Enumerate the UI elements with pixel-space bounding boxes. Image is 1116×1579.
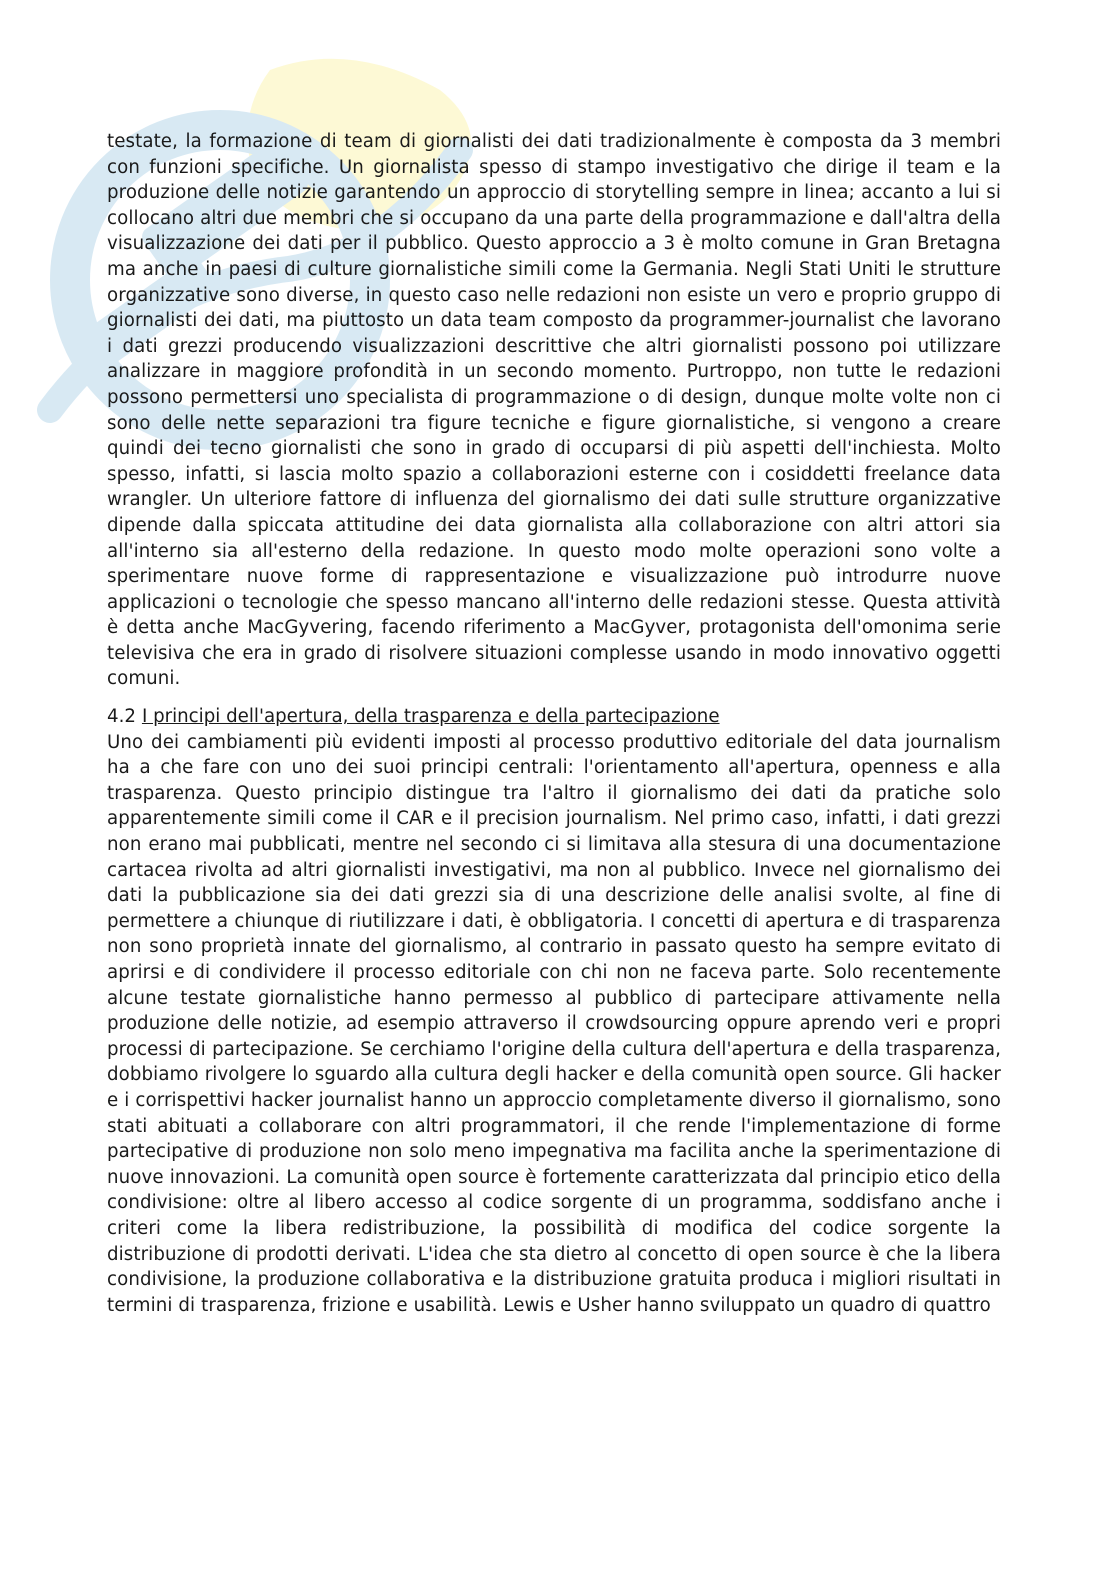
document-page <box>107 129 1001 1318</box>
section-title: I principi dell'apertura, della trasparenza e della partecipazione <box>141 706 720 728</box>
section-heading <box>107 704 1001 730</box>
section-number: 4.2 <box>107 706 136 728</box>
paragraph-organizational-structure: testate, la formazione di team di giornalisti dei dati tradizionalmente è composta da 3 membri con funzioni specifiche. Un giornalista spesso di stampo investigativo che dirige il team e la produzione delle notizie garantendo un approccio di storytelling sempre in linea; accanto a lui si collocano altri due membri che si occupano da una parte della programmazione e dall'altra della visualizzazione dei dati per il pubblico. Questo approccio a 3 è molto comune in Gran Bretagna ma anche in paesi di culture giornalistiche simili come la Germania. Negli Stati Uniti le strutture organizzative sono diverse, in questo caso nelle redazioni non esiste un vero e proprio gruppo di giornalisti dei dati, ma piuttosto un data team composto da programmer-journalist che lavorano i dati grezzi producendo visualizzazioni descrittive che altri giornalisti possono poi utilizzare analizzare in maggiore profondità in un secondo momento. Purtroppo, non tutte le redazioni possono permettersi uno specialista di programmazione o di design, dunque molte volte non ci sono delle nette separazioni tra figure tecniche e figure giornalistiche, si vengono a creare quindi dei tecno giornalisti che sono in grado di occuparsi di più aspetti dell'inchiesta. Molto spesso, infatti, si lascia molto spazio a collaborazioni esterne con i cosiddetti freelance data wrangler. Un ulteriore fattore di influenza del giornalismo dei dati sulle strutture organizzative dipende dalla spiccata attitudine dei data giornalista alla collaborazione con altri attori sia all'interno sia all'esterno della redazione. In questo modo molte operazioni sono volte a sperimentare nuove forme di rappresentazione e visualizzazione può introdurre nuove applicazioni o tecnologie che spesso mancano all'interno delle redazioni stesse. Questa attività è detta anche MacGyvering, facendo riferimento a MacGyver, protagonista dell'omonima serie televisiva che era in grado di risolvere situazioni complesse usando in modo innovativo oggetti comuni. <box>107 131 1001 690</box>
paragraph-openness-transparency: Uno dei cambiamenti più evidenti imposti al processo produttivo editoriale del data journalism ha a che fare con uno dei suoi principi centrali: l'orientamento all'apertura, openness e alla trasparenza. Questo principio distingue tra l'altro il giornalismo dei dati da pratiche solo apparentemente simili come il CAR e il precision journalism. Nel primo caso, infatti, i dati grezzi non erano mai pubblicati, mentre nel secondo ci si limitava alla stesura di una documentazione cartacea rivolta ad altri giornalisti investigativi, ma non al pubblico. Invece nel giornalismo dei dati la pubblicazione sia dei dati grezzi sia di una descrizione delle analisi svolte, al fine di permettere a chiunque di riutilizzare i dati, è obbligatoria. I concetti di apertura e di trasparenza non sono proprietà innate del giornalismo, al contrario in passato questo ha sempre evitato di aprirsi e di condividere il processo editoriale con chi non ne faceva parte. Solo recentemente alcune testate giornalistiche hanno permesso al pubblico di partecipare attivamente nella produzione delle notizie, ad esempio attraverso il crowdsourcing oppure aprendo veri e propri processi di partecipazione. Se cerchiamo l'origine della cultura dell'apertura e della trasparenza, dobbiamo rivolgere lo sguardo alla cultura degli hacker e della comunità open source. Gli hacker e i corrispettivi hacker journalist hanno un approccio completamente diverso il giornalismo, sono stati abituati a collaborare con altri programmatori, il che rende l'implementazione di forme partecipative di produzione non solo meno impegnativa ma facilita anche la sperimentazione di nuove innovazioni. La comunità open source è fortemente caratterizzata dal principio etico della condivisione: oltre al libero accesso al codice sorgente di un programma, soddisfano anche i criteri come la libera redistribuzione, la possibilità di modifica del codice sorgente la distribuzione di prodotti derivati. L'idea che sta dietro al concetto di open source è che la libera condivisione, la produzione collaborativa e la distribuzione gratuita produca i migliori risultati in termini di trasparenza, frizione e usabilità. Lewis e Usher hanno sviluppato un quadro di quattro <box>107 731 1001 1316</box>
